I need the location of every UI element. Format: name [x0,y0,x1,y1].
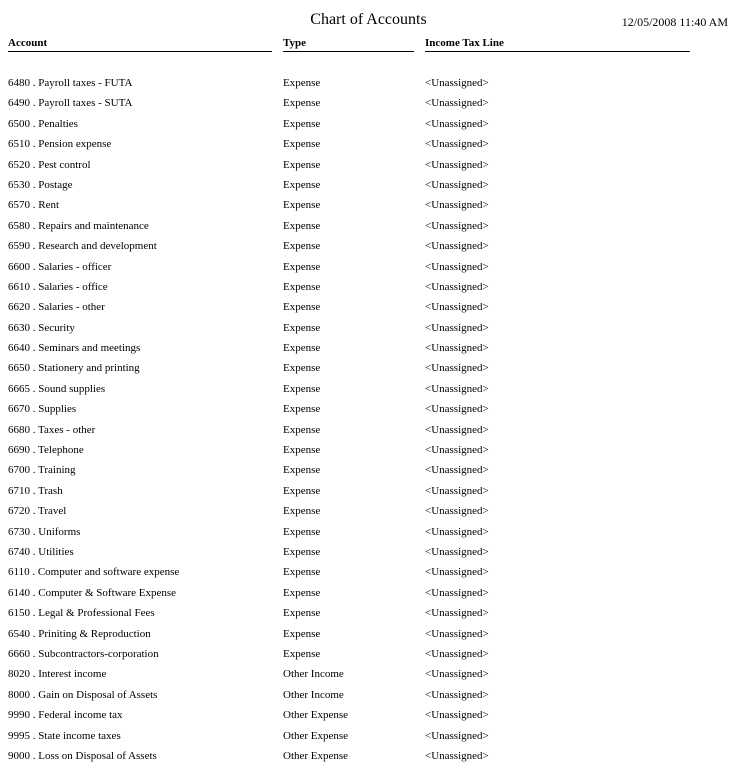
income-tax-line-cell: <Unassigned> [425,607,489,620]
income-tax-line-cell: <Unassigned> [425,77,489,89]
type-cell: Other Expense [283,709,349,722]
account-cell: 6500 . Penalties [8,117,78,130]
type-cell: Expense [283,566,321,579]
column-header-account: Account [8,36,272,52]
type-cell: Expense [283,97,321,110]
table-row [0,195,737,215]
account-cell: 6690 . Telephone [8,444,84,457]
type-cell: Expense [283,607,321,620]
income-tax-line-cell: <Unassigned> [425,117,489,130]
income-tax-line-cell: <Unassigned> [425,484,489,497]
account-cell: 6700 . Training [8,464,76,477]
account-cell: 6540 . Priniting & Reproduction [8,627,151,640]
account-cell: 6140 . Computer & Software Expense [8,586,177,599]
type-cell: Expense [283,627,321,640]
account-cell: 6600 . Salaries - officer [8,260,112,273]
account-cell: 6490 . Payroll taxes - SUTA [8,97,133,110]
account-cell: 6610 . Salaries - office [8,280,108,293]
type-cell: Expense [283,158,321,171]
type-cell: Expense [283,423,321,436]
table-row [0,216,737,236]
report-datetime: 12/05/2008 11:40 AM [621,15,728,29]
type-cell: Expense [283,464,321,477]
type-cell: Expense [283,545,321,558]
table-row [0,746,737,766]
account-cell: 8020 . Interest income [8,668,107,681]
income-tax-line-cell: <Unassigned> [425,525,489,538]
income-tax-line-cell: <Unassigned> [425,668,489,681]
income-tax-line-cell: <Unassigned> [425,97,489,110]
account-cell: 6650 . Stationery and printing [8,362,140,375]
column-header-income-tax-line: Income Tax Line [425,36,690,52]
table-row [0,705,737,725]
type-cell: Expense [283,647,321,660]
type-cell: Expense [283,342,321,355]
income-tax-line-cell: <Unassigned> [425,260,489,273]
income-tax-line-cell: <Unassigned> [425,749,489,762]
type-cell: Expense [283,525,321,538]
income-tax-line-cell: <Unassigned> [425,342,489,355]
table-row [0,399,737,419]
account-cell: 6580 . Repairs and maintenance [8,219,149,232]
account-cell: 9000 . Loss on Disposal of Assets [8,749,157,762]
type-cell: Expense [283,260,321,273]
table-row [0,318,737,338]
income-tax-line-cell: <Unassigned> [425,729,489,742]
income-tax-line-cell: <Unassigned> [425,382,489,395]
table-row [0,420,737,440]
type-cell: Expense [283,403,321,416]
account-cell: 6720 . Travel [8,505,67,518]
income-tax-line-cell: <Unassigned> [425,138,489,151]
table-row [0,583,737,603]
type-cell: Expense [283,178,321,191]
table-row [0,460,737,480]
account-cell: 9990 . Federal income tax [8,709,123,722]
income-tax-line-cell: <Unassigned> [425,627,489,640]
account-cell: 6110 . Computer and software expense [8,566,180,579]
type-cell: Expense [283,484,321,497]
income-tax-line-cell: <Unassigned> [425,403,489,416]
type-cell: Expense [283,117,321,130]
account-cell: 6620 . Salaries - other [8,301,105,314]
type-cell: Expense [283,280,321,293]
income-tax-line-cell: <Unassigned> [425,219,489,232]
account-cell: 6660 . Subcontractors-corporation [8,647,159,660]
account-cell: 6670 . Supplies [8,403,77,416]
type-cell: Expense [283,219,321,232]
account-cell: 6590 . Research and development [8,240,157,253]
table-row [0,685,737,705]
type-cell: Expense [283,301,321,314]
table-row [0,114,737,134]
table-row [0,542,737,562]
income-tax-line-cell: <Unassigned> [425,709,489,722]
type-cell: Expense [283,444,321,457]
table-row [0,522,737,542]
type-cell: Other Income [283,688,344,701]
type-cell: Expense [283,77,321,89]
type-cell: Expense [283,505,321,518]
account-cell: 6730 . Uniforms [8,525,81,538]
table-row [0,155,737,175]
account-cell: 6520 . Pest control [8,158,91,171]
income-tax-line-cell: <Unassigned> [425,505,489,518]
table-row [0,73,737,93]
report-title: Chart of Accounts [310,11,427,28]
account-cell: 6530 . Postage [8,178,73,191]
income-tax-line-cell: <Unassigned> [425,301,489,314]
account-cell: 6150 . Legal & Professional Fees [8,607,155,620]
table-row [0,726,737,746]
income-tax-line-cell: <Unassigned> [425,688,489,701]
income-tax-line-cell: <Unassigned> [425,647,489,660]
income-tax-line-cell: <Unassigned> [425,423,489,436]
income-tax-line-cell: <Unassigned> [425,321,489,334]
income-tax-line-cell: <Unassigned> [425,464,489,477]
table-row [0,664,737,684]
income-tax-line-cell: <Unassigned> [425,545,489,558]
table-row [0,481,737,501]
table-row [0,440,737,460]
table-row [0,93,737,113]
account-cell: 6570 . Rent [8,199,60,212]
income-tax-line-cell: <Unassigned> [425,362,489,375]
table-row [0,236,737,256]
income-tax-line-cell: <Unassigned> [425,444,489,457]
income-tax-line-cell: <Unassigned> [425,586,489,599]
type-cell: Other Expense [283,749,349,762]
type-cell: Other Income [283,668,344,681]
table-row [0,134,737,154]
income-tax-line-cell: <Unassigned> [425,566,489,579]
table-row [0,338,737,358]
type-cell: Expense [283,321,321,334]
table-row [0,562,737,582]
income-tax-line-cell: <Unassigned> [425,158,489,171]
type-cell: Expense [283,362,321,375]
account-cell: 9995 . State income taxes [8,729,121,742]
account-cell: 8000 . Gain on Disposal of Assets [8,688,158,701]
accounts-table-body [0,73,737,766]
income-tax-line-cell: <Unassigned> [425,178,489,191]
account-cell: 6740 . Utilities [8,545,74,558]
type-cell: Expense [283,138,321,151]
account-cell: 6510 . Pension expense [8,138,112,151]
column-header-type: Type [283,36,414,52]
table-row [0,277,737,297]
table-row [0,644,737,664]
account-cell: 6640 . Seminars and meetings [8,342,141,355]
income-tax-line-cell: <Unassigned> [425,199,489,212]
type-cell: Expense [283,240,321,253]
type-cell: Expense [283,586,321,599]
income-tax-line-cell: <Unassigned> [425,280,489,293]
table-row [0,358,737,378]
account-cell: 6630 . Security [8,321,75,334]
type-cell: Expense [283,382,321,395]
type-cell: Expense [283,199,321,212]
table-row [0,603,737,623]
table-row [0,624,737,644]
type-cell: Other Expense [283,729,349,742]
table-row [0,175,737,195]
account-cell: 6480 . Payroll taxes - FUTA [8,77,133,89]
account-cell: 6710 . Trash [8,484,63,497]
table-row [0,257,737,277]
table-row [0,297,737,317]
table-row [0,379,737,399]
account-cell: 6665 . Sound supplies [8,382,106,395]
income-tax-line-cell: <Unassigned> [425,240,489,253]
table-row [0,501,737,521]
account-cell: 6680 . Taxes - other [8,423,96,436]
